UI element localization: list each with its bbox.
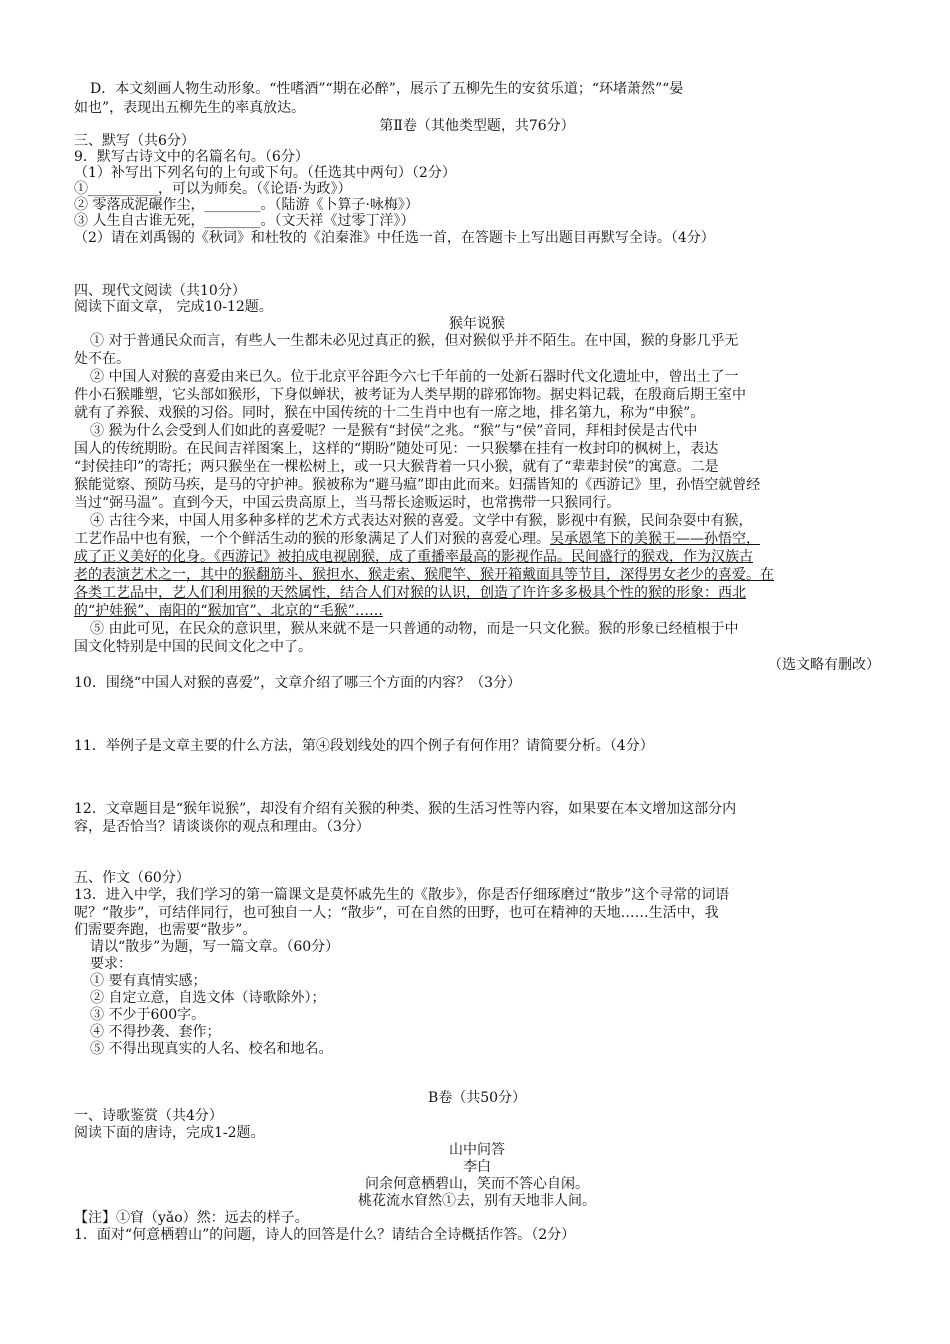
paragraph-4-line3: 成了正义美好的化身。《西游记》被拍成电视剧猴，成了重播率最高的影视作品。民间盛行的猴戏，作为汉族古 xyxy=(74,549,753,565)
q9-item1: ①__________，可以为师矣。（《论语·为政》） xyxy=(74,181,352,197)
requirement-1: ① 要有真情实感； xyxy=(90,973,207,989)
q9-item3: ③ 人生自古谁无死，________。（文天祥《过零丁洋》） xyxy=(74,213,415,229)
requirement-5: ⑤ 不得出现真实的人名、校名和地名。 xyxy=(90,1041,333,1057)
paragraph-3-line3: “封侯挂印”的寄托；两只猴坐在一棵松树上，或一只大猴背着一只小猴，就有了“辈辈封侯”的寓意。二是 xyxy=(74,459,719,475)
paragraph-2-line1: ② 中国人对猴的喜爱由来已久。位于北京平谷距今六七千年前的一处新石器时代文化遗址中，曾出土了一 xyxy=(90,369,739,385)
question-12-line1: 12．文章题目是“猴年说猴”，却没有介绍有关猴的种类、猴的生活习性等内容，如果要在本文增加这部分内 xyxy=(74,801,737,817)
question-11: 11．举例子是文章主要的什么方法，第④段划线处的四个例子有何作用？请简要分析。（4分） xyxy=(74,738,654,754)
part1-title: 一、诗歌鉴赏（共4分） xyxy=(74,1108,223,1124)
poem-author: 李白 xyxy=(463,1159,491,1175)
poem-line-1: 问余何意栖碧山，笑而不答心自闲。 xyxy=(365,1176,589,1192)
poem-line-2: 桃花流水窅然①去，别有天地非人间。 xyxy=(358,1193,596,1209)
q9-item2: ② 零落成泥碾作尘，________。（陆游《卜算子·咏梅》） xyxy=(74,197,419,213)
paragraph-4-line6: 的“护娃猴”、南阳的“猴加官”、北京的“毛猴”…… xyxy=(74,603,383,619)
requirement-3: ③ 不少于600字。 xyxy=(90,1007,206,1023)
question-13-line1: 13．进入中学，我们学习的第一篇课文是莫怀戚先生的《散步》，你是否仔细琢磨过“散步”这个寻常的词语 xyxy=(74,887,730,903)
volume-b-title: B卷（共50分） xyxy=(427,1090,527,1106)
question-13-prompt: 请以“散步”为题，写一篇文章。（60分） xyxy=(90,939,340,955)
option-d-line2: 如也”，表现出五柳先生的率真放达。 xyxy=(74,100,306,116)
paragraph-3-line4: 猴能觉察、预防马疾，是马的守护神。猴被称为“避马瘟”即由此而来。妇孺皆知的《西游记》里，孙悟空就曾经 xyxy=(74,477,761,493)
question-10: 10．围绕“中国人对猴的喜爱”，文章介绍了哪三个方面的内容？（3分） xyxy=(74,675,522,691)
requirement-2: ② 自定立意，自选文体（诗歌除外）； xyxy=(90,990,326,1006)
paragraph-3-line1: ③ 猴为什么会受到人们如此的喜爱呢？一是猴有“封侯”之兆。“猴”与“侯”音同，拜相封侯是古代中 xyxy=(90,423,698,439)
source-note: （选文略有删改） xyxy=(768,657,880,673)
volume2-title: 第Ⅱ卷（其他类型题，共76分） xyxy=(379,118,575,134)
paragraph-5-line2: 国文化特别是中国的民间文化之中了。 xyxy=(74,639,312,655)
part1-instructions: 阅读下面的唐诗，完成1-2题。 xyxy=(74,1125,265,1141)
q9-title: 9．默写古诗文中的名篇名句。（6分） xyxy=(74,149,309,165)
question-12-line2: 容，是否恰当？请谈谈你的观点和理由。（3分） xyxy=(74,819,370,835)
option-d-line1: D．本文刻画人物生动形象。“性嗜酒”“期在必醉”，展示了五柳先生的安贫乐道；“环堵萧然”“晏 xyxy=(90,81,684,97)
requirements-title: 要求： xyxy=(90,956,132,972)
poem-note: 【注】①窅（yǎo）然：远去的样子。 xyxy=(74,1210,309,1226)
paragraph-4-line4: 老的表演艺术之一，其中的猴翻筋斗、猴担水、猴走索、猴爬竿、猴开箱戴面具等节目，深得男女老少的喜爱。在 xyxy=(74,567,774,583)
article-title: 猴年说猴 xyxy=(449,316,505,332)
part4-instructions: 阅读下面文章， 完成10-12题。 xyxy=(74,299,273,315)
paragraph-2-line2: 件小石猴雕塑，它头部如猴形，下身似蝉状，被考证为人类早期的辟邪饰物。据史料记载，在殷商后期王室中 xyxy=(74,387,746,403)
paragraph-2-line3: 就有了养猴、戏猴的习俗。同时，猴在中国传统的十二生肖中也有一席之地，排名第九，称为“申猴”。 xyxy=(74,405,705,421)
paragraph-4-line1: ④ 古往今来，中国人用多种多样的艺术方式表达对猴的喜爱。文学中有猴，影视中有猴，民间杂耍中有猴， xyxy=(90,513,753,529)
paragraph-4-line5: 各类工艺品中，艺人们利用猴的天然属性，结合人们对猴的认识，创造了许许多多极具个性的猴的形象：西北 xyxy=(74,585,746,601)
requirement-4: ④ 不得抄袭、套作； xyxy=(90,1024,221,1040)
paragraph-1-line2: 处不在。 xyxy=(74,351,130,367)
paragraph-3-line5: 当过“弼马温”。直到今天，中国云贵高原上，当马帮长途贩运时，也常携带一只猴同行。 xyxy=(74,495,621,511)
paragraph-4-line2 xyxy=(74,530,880,548)
paragraph-5-line1: ⑤ 由此可见，在民众的意识里，猴从来就不是一只普通的动物，而是一只文化猴。猴的形象已经植根于中 xyxy=(90,621,739,637)
paragraph-4-line2-plain: 工艺作品中也有猴，一个个鲜活生动的猴的形象满足了人们对猴的喜爱心理。 xyxy=(74,531,550,547)
question-13-line3: 们需要奔跑，也需要“散步”。 xyxy=(74,922,257,938)
paragraph-3-line2: 国人的传统期盼。在民间吉祥图案上，这样的“期盼”随处可见：一只猴攀在挂有一枚封印的枫树上，表达 xyxy=(74,441,719,457)
q9-sub2: （2）请在刘禹锡的《秋词》和杜牧的《泊秦淮》中任选一首，在答题卡上写出题目再默写全诗。（4分） xyxy=(74,230,715,246)
paragraph-4-line2-underlined: 吴承恩笔下的美猴王——孙悟空， xyxy=(550,531,760,547)
poem-title: 山中问答 xyxy=(449,1142,505,1158)
part3-title: 三、默写（共6分） xyxy=(74,133,195,149)
q9-sub1: （1）补写出下列名句的上句或下句。（任选其中两句）（2分） xyxy=(74,165,456,181)
question-13-line2: 呢？“散步”，可结伴同行，也可独自一人；“散步”，可在自然的田野，也可在精神的天地……生活中，我 xyxy=(74,905,719,921)
part4-title: 四、现代文阅读（共10分） xyxy=(74,283,246,299)
part5-title: 五、作文（60分） xyxy=(74,870,190,886)
paragraph-1-line1: ① 对于普通民众而言，有些人一生都未必见过真正的猴，但对猴似乎并不陌生。在中国，猴的身影几乎无 xyxy=(90,333,739,349)
question-1: 1．面对“何意栖碧山”的问题，诗人的回答是什么？请结合全诗概括作答。（2分） xyxy=(74,1227,576,1243)
